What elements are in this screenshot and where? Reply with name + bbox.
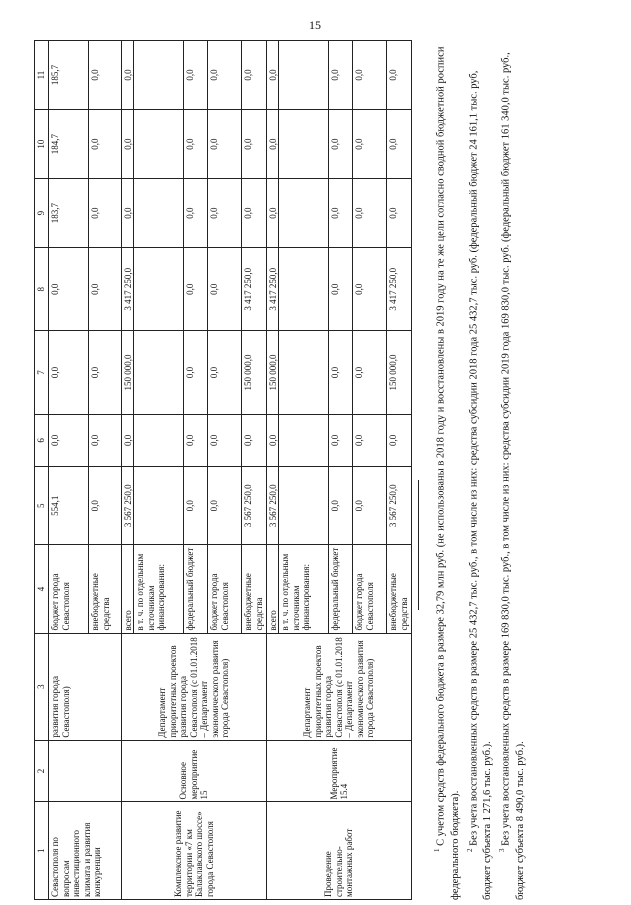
row-r2-col-10-group <box>122 110 267 179</box>
row-r2-col-10-line-3: 0,0 <box>208 110 242 178</box>
row-r3-col-7-line-2: 0,0 <box>329 331 353 413</box>
row-r1-col-10-group <box>49 110 122 179</box>
row-r2-col-6-line-0: 0,0 <box>122 415 134 466</box>
header-col-3: 3 <box>35 633 49 740</box>
row-r3-col-11-line-3: 0,0 <box>353 41 387 109</box>
header-col-6: 6 <box>35 414 49 466</box>
row-r3-col-9-group <box>267 179 412 248</box>
footnote-text: С учетом средств федерального бюджета в размере 32,79 млн руб. (не использованы в 2018 году и восстановлены в 2019 году на те же цели согласно сводной бюджетной росписи федерального бюджета). <box>435 46 461 900</box>
footnote-mark: 2 <box>465 848 474 852</box>
row-r2-col-10-line-1 <box>134 110 184 178</box>
row-r3-col-9-line-0: 0,0 <box>267 179 279 247</box>
row-r2-col-6-line-2: 0,0 <box>184 415 208 466</box>
row-r2-col-6-group <box>122 414 267 466</box>
footnote-text: Без учета восстановленных средств в размере 169 830,0 тыс. руб., в том числе из них: средства субсидии 2019 года 169 830,0 тыс. руб. (федеральный бюджет 161 340,0 тыс. руб., бюджет субъекта 8 490,0 тыс. руб.). <box>500 52 526 900</box>
row-r2-col-5-line-3: 0,0 <box>208 467 242 545</box>
table-row <box>49 41 122 900</box>
row-r2-col-9-line-1 <box>134 179 184 247</box>
row-r3-col-9-line-4: 0,0 <box>388 207 398 219</box>
row-r1-col-6-group <box>49 414 122 466</box>
row-r2-col-8-line-0: 3 417 250,0 <box>122 248 134 330</box>
table-row <box>122 41 267 900</box>
row-r3-col-5-group <box>267 466 412 545</box>
row-r3-col-7-line-1 <box>279 331 329 413</box>
row-r3-col-8-line-0: 3 417 250,0 <box>267 248 279 330</box>
row-r3-col-11-line-0: 0,0 <box>267 41 279 109</box>
row-r2-col-7-line-0: 150 000,0 <box>122 331 134 413</box>
row-r2-col-11-line-2: 0,0 <box>184 41 208 109</box>
row-r3-col-6-line-1 <box>279 415 329 466</box>
row-r2-col-8-line-3: 0,0 <box>208 248 242 330</box>
row-r3-col-5-line-0: 3 567 250,0 <box>267 467 279 545</box>
row-r2-col-11-group <box>122 41 267 110</box>
row-r3-col-2: Мероприятие 15.4 <box>267 740 412 802</box>
row-r3-col-8-line-1 <box>279 248 329 330</box>
row-r2-col-3: Департамент приоритетных проектов развития города Севастополя (с 01.01.2018 – Департамент экономического развития города Севастополя) <box>122 633 267 740</box>
row-r3-col-1: Проведение строительно-монтажных работ <box>267 802 412 900</box>
header-col-9: 9 <box>35 179 49 248</box>
row-r3-col-6-line-2: 0,0 <box>329 415 353 466</box>
row-r2-col-8-group <box>122 248 267 331</box>
financing-table <box>34 40 412 900</box>
table-row <box>267 41 412 900</box>
header-col-8: 8 <box>35 248 49 331</box>
row-r1-col-7-line-0: 0,0 <box>49 331 89 413</box>
footnote-text: Без учета восстановленных средств в размере 25 432,7 тыс. руб., в том числе из них: средства субсидии 2018 года 25 432,7 тыс. руб. (федеральный бюджет 24 161,1 тыс. руб, бюджет субъекта 1 271,6 тыс. руб.). <box>468 70 493 900</box>
row-r2-col-11-line-3: 0,0 <box>208 41 242 109</box>
row-r1-col-3: развития города Севастополя) <box>49 633 122 740</box>
row-r3-col-11-line-1 <box>279 41 329 109</box>
row-r1-col-5-line-1: 0,0 <box>90 500 100 512</box>
row-r3-col-8-group <box>267 248 412 331</box>
row-r2-col-8-line-1 <box>134 248 184 330</box>
row-r2-col-7-line-2: 0,0 <box>184 331 208 413</box>
row-r1-col-4-group <box>49 545 122 633</box>
header-col-2: 2 <box>35 740 49 802</box>
footnote-mark: 1 <box>433 848 441 852</box>
row-r2-col-8-line-2: 0,0 <box>184 248 208 330</box>
row-r3-col-9-line-3: 0,0 <box>353 179 387 247</box>
row-r2-col-4-line-4: внебюджетные средства <box>243 573 264 631</box>
footnote-2 <box>463 40 496 900</box>
row-r2-col-10-line-0: 0,0 <box>122 110 134 178</box>
row-r1-col-10-line-1: 0,0 <box>90 138 100 150</box>
row-r1-col-2 <box>49 740 122 802</box>
row-r3-col-7-line-3: 0,0 <box>353 331 387 413</box>
row-r2-col-11-line-4: 0,0 <box>243 69 253 81</box>
row-r1-col-6-line-0: 0,0 <box>49 415 89 466</box>
row-r3-col-9-line-2: 0,0 <box>329 179 353 247</box>
row-r1-col-5-group <box>49 466 122 545</box>
row-r2-col-9-line-0: 0,0 <box>122 179 134 247</box>
header-row <box>35 41 49 900</box>
header-col-5: 5 <box>35 466 49 545</box>
row-r2-col-6-line-4: 0,0 <box>243 434 253 446</box>
row-r3-col-5-line-2: 0,0 <box>329 467 353 545</box>
footnote-1 <box>430 40 463 900</box>
row-r1-col-5-line-0: 554,1 <box>49 467 89 545</box>
page-number: 15 <box>309 18 321 32</box>
footnote-divider <box>418 480 419 610</box>
row-r3-col-10-line-0: 0,0 <box>267 110 279 178</box>
row-r3-col-4-line-3: бюджет города Севастополя <box>353 546 387 633</box>
row-r1-col-6-line-1: 0,0 <box>90 434 100 446</box>
row-r3-col-5-line-1 <box>279 467 329 545</box>
row-r3-col-4-group <box>267 545 412 633</box>
row-r2-col-4-line-3: бюджет города Севастополя <box>208 546 242 633</box>
row-r1-col-10-line-0: 184,7 <box>49 110 89 178</box>
row-r2-col-9-group <box>122 179 267 248</box>
row-r3-col-5-line-3: 0,0 <box>353 467 387 545</box>
row-r2-col-9-line-3: 0,0 <box>208 179 242 247</box>
row-r2-col-5-line-2: 0,0 <box>184 467 208 545</box>
row-r3-col-4-line-2: федеральный бюджет <box>329 546 353 633</box>
row-r3-col-10-line-2: 0,0 <box>329 110 353 178</box>
row-r3-col-5-line-4: 3 567 250,0 <box>388 484 398 528</box>
row-r2-col-4-line-2: федеральный бюджет <box>184 546 208 633</box>
row-r1-col-1: Севастополя по вопросам инвестиционного климата и развития конкуренции <box>49 802 122 900</box>
header-col-1: 1 <box>35 802 49 900</box>
row-r3-col-6-line-0: 0,0 <box>267 415 279 466</box>
row-r1-col-11-line-0: 185,7 <box>49 41 89 109</box>
header-col-7: 7 <box>35 331 49 414</box>
row-r3-col-6-line-4: 0,0 <box>388 434 398 446</box>
row-r1-col-4-line-0: бюджет города Севастополя <box>49 546 89 633</box>
row-r3-col-10-line-4: 0,0 <box>388 138 398 150</box>
row-r2-col-6-line-3: 0,0 <box>208 415 242 466</box>
row-r2-col-5-line-4: 3 567 250,0 <box>243 484 253 528</box>
row-r3-col-4-line-1: в т. ч. по отдельным источникам финансирования: <box>279 546 329 633</box>
header-col-11: 11 <box>35 41 49 110</box>
row-r2-col-1: Комплексное развитие территории «7 км Балаклавского шоссе» города Севастополя <box>122 802 267 900</box>
row-r3-col-4-line-4: внебюджетные средства <box>388 573 409 631</box>
row-r2-col-9-line-4: 0,0 <box>243 207 253 219</box>
rotated-landscape-page <box>20 40 590 900</box>
row-r1-col-11-line-1: 0,0 <box>90 69 100 81</box>
row-r2-col-8-line-4: 3 417 250,0 <box>243 267 253 311</box>
row-r2-col-4-line-0: всего <box>122 546 134 633</box>
row-r2-col-7-line-1 <box>134 331 184 413</box>
header-col-10: 10 <box>35 110 49 179</box>
row-r1-col-7-line-1: 0,0 <box>90 366 100 379</box>
row-r3-col-11-group <box>267 41 412 110</box>
row-r1-col-8-group <box>49 248 122 331</box>
row-r3-col-7-line-4: 150 000,0 <box>388 354 398 391</box>
row-r2-col-5-line-0: 3 567 250,0 <box>122 467 134 545</box>
table-body <box>49 41 412 900</box>
row-r3-col-4-line-0: всего <box>267 546 279 633</box>
row-r1-col-8-line-0: 0,0 <box>49 248 89 330</box>
footnote-mark: 3 <box>498 848 506 852</box>
row-r2-col-10-line-2: 0,0 <box>184 110 208 178</box>
row-r2-col-7-line-3: 0,0 <box>208 331 242 413</box>
row-r2-col-11-line-0: 0,0 <box>122 41 134 109</box>
row-r1-col-7-group <box>49 331 122 414</box>
row-r1-col-9-group <box>49 179 122 248</box>
row-r3-col-8-line-4: 3 417 250,0 <box>388 267 398 311</box>
footnote-3 <box>495 40 528 900</box>
row-r2-col-6-line-1 <box>134 415 184 466</box>
row-r3-col-7-group <box>267 331 412 414</box>
row-r2-col-4-group <box>122 545 267 633</box>
row-r3-col-10-line-1 <box>279 110 329 178</box>
row-r2-col-9-line-2: 0,0 <box>184 179 208 247</box>
row-r3-col-6-group <box>267 414 412 466</box>
row-r3-col-11-line-4: 0,0 <box>388 69 398 81</box>
row-r3-col-7-line-0: 150 000,0 <box>267 331 279 413</box>
row-r1-col-9-line-0: 183,7 <box>49 179 89 247</box>
row-r3-col-3: Департамент приоритетных проектов развития города Севастополя (с 01.01.2018 – Департамент экономического развития города Севастополя) <box>267 633 412 740</box>
header-col-4: 4 <box>35 545 49 633</box>
row-r1-col-11-group <box>49 41 122 110</box>
row-r3-col-6-line-3: 0,0 <box>353 415 387 466</box>
row-r2-col-10-line-4: 0,0 <box>243 138 253 150</box>
row-r1-col-8-line-1: 0,0 <box>90 283 100 295</box>
row-r2-col-4-line-1: в т. ч. по отдельным источникам финансирования: <box>134 546 184 633</box>
row-r2-col-7-line-4: 150 000,0 <box>243 354 253 391</box>
row-r3-col-8-line-3: 0,0 <box>353 248 387 330</box>
row-r1-col-4-line-1: внебюджетные средства <box>90 573 111 631</box>
row-r2-col-5-line-1 <box>134 467 184 545</box>
row-r2-col-5-group <box>122 466 267 545</box>
row-r3-col-10-group <box>267 110 412 179</box>
row-r3-col-8-line-2: 0,0 <box>329 248 353 330</box>
row-r3-col-11-line-2: 0,0 <box>329 41 353 109</box>
row-r1-col-9-line-1: 0,0 <box>90 207 100 219</box>
row-r2-col-7-group <box>122 331 267 414</box>
row-r2-col-11-line-1 <box>134 41 184 109</box>
row-r3-col-10-line-3: 0,0 <box>353 110 387 178</box>
row-r2-col-2: Основное мероприятие 15 <box>122 740 267 802</box>
footnotes <box>430 40 528 900</box>
row-r3-col-9-line-1 <box>279 179 329 247</box>
